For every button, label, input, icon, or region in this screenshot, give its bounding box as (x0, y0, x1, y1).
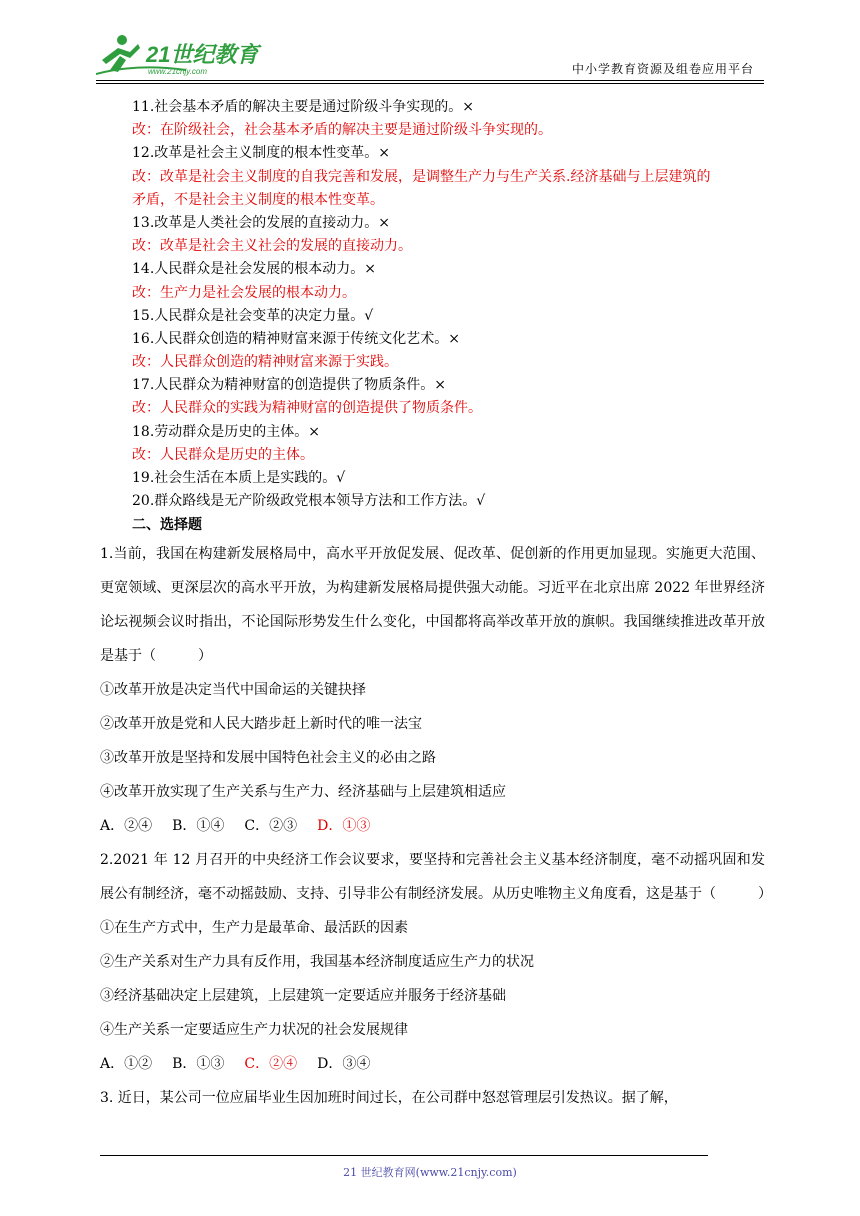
page-header (96, 30, 764, 82)
judgement-item: 13.改革是人类社会的发展的直接动力。× (132, 214, 390, 231)
svg-text:www.21cnjy.com: www.21cnjy.com (148, 67, 207, 76)
judgement-correction: 改：人民群众创造的精神财富来源于实践。 (132, 354, 398, 371)
question-list (100, 537, 772, 1081)
answer-choice: D．③④ (317, 1056, 371, 1073)
answer-choice-correct: C．②④ (244, 1056, 298, 1073)
judgement-correction: 改：改革是社会主义社会的发展的直接动力。 (132, 238, 412, 255)
answer-choice-correct: D．①③ (317, 818, 371, 835)
judgement-item: 11.社会基本矛盾的解决主要是通过阶级斗争实现的。× (132, 99, 474, 115)
answer-choice: A．①② (100, 1056, 153, 1073)
header-rule (96, 80, 764, 81)
judgement-item: 16.人民群众创造的精神财富来源于传统文化艺术。× (132, 330, 460, 347)
question-option: ①改革开放是决定当代中国命运的关键抉择 (100, 682, 366, 699)
judgement-item: 15.人民群众是社会变革的决定力量。√ (132, 307, 374, 324)
judgement-item: 19.社会生活在本质上是实践的。√ (132, 470, 346, 486)
answer-choice: A．②④ (100, 818, 153, 835)
question-option: ③经济基础决定上层建筑，上层建筑一定要适应并服务于经济基础 (100, 988, 506, 1005)
site-logo (96, 30, 266, 80)
judgement-correction: 改：生产力是社会发展的根本动力。 (132, 284, 356, 301)
judgement-item: 18.劳动群众是历史的主体。× (132, 423, 320, 440)
answer-choices (100, 809, 765, 843)
judgement-item: 20.群众路线是无产阶级政党根本领导方法和工作方法。√ (132, 493, 486, 510)
question-stem: 2.2021 年 12 月召开的中央经济工作会议要求，要坚持和完善社会主义基本经济制度，毫不动摇巩固和发展公有制经济，毫不动摇鼓励、支持、引导非公有制经济发展。从历史唯物主义角度看，这是基于（ ） (100, 852, 772, 903)
judgement-correction: 矛盾，不是社会主义制度的根本性变革。 (132, 191, 384, 208)
question-option: ①在生产方式中，生产力是最革命、最活跃的因素 (100, 920, 408, 937)
question-option: ②改革开放是党和人民大踏步赶上新时代的唯一法宝 (100, 716, 422, 733)
judgement-item: 17.人民群众为精神财富的创造提供了物质条件。× (132, 377, 446, 394)
page-footer: 21 世纪教育网(www.21cnjy.com) (343, 1166, 517, 1179)
judgement-item: 14.人民群众是社会发展的根本动力。× (132, 261, 376, 278)
question-option: ④生产关系一定要适应生产力状况的社会发展规律 (100, 1022, 408, 1039)
answer-choice: C．②③ (244, 818, 298, 835)
judgement-correction: 改：人民群众的实践为精神财富的创造提供了物质条件。 (132, 400, 482, 417)
question-stem: 1.当前，我国在构建新发展格局中，高水平开放促发展、促改革、促创新的作用更加显现。实施更大范围、更宽领域、更深层次的高水平开放，为构建新发展格局提供强大动能。习近平在北京出席 2022 年世界经济论坛视频会议时指出，不论国际形势发生什么变化，中国都将高举改革开放的旗帜。我国继续推进改革开放是基于（ ） (100, 546, 765, 665)
judgement-correction: 改：改革是社会主义制度的自我完善和发展，是调整生产力与生产关系.经济基础与上层建筑的 (132, 168, 711, 185)
platform-title: 中小学教育资源及组卷应用平台 (571, 62, 754, 76)
judgement-correction: 改：在阶级社会，社会基本矛盾的解决主要是通过阶级斗争实现的。 (132, 122, 552, 139)
section-title: 二、选择题 (132, 517, 202, 534)
question-option: ②生产关系对生产力具有反作用，我国基本经济制度适应生产力的状况 (100, 954, 534, 971)
question-3-stem: 3. 近日，某公司一位应届毕业生因加班时间过长，在公司群中怒怼管理层引发热议。据了解， (100, 1090, 678, 1107)
answer-choice: B．①③ (172, 1056, 225, 1073)
footer-rule (100, 1155, 708, 1156)
document-body (100, 96, 772, 1115)
judgement-correction: 改：人民群众是历史的主体。 (132, 446, 314, 463)
judgement-item: 12.改革是社会主义制度的根本性变革。× (132, 145, 390, 162)
judgement-list (100, 96, 765, 513)
header-rule-thin (96, 83, 764, 84)
answer-choice: B．①④ (172, 818, 225, 835)
question-option: ③改革开放是坚持和发展中国特色社会主义的必由之路 (100, 750, 436, 767)
answer-choices (100, 1047, 765, 1081)
question-option: ④改革开放实现了生产关系与生产力、经济基础与上层建筑相适应 (100, 784, 506, 801)
svg-text:21世纪教育: 21世纪教育 (146, 42, 259, 67)
